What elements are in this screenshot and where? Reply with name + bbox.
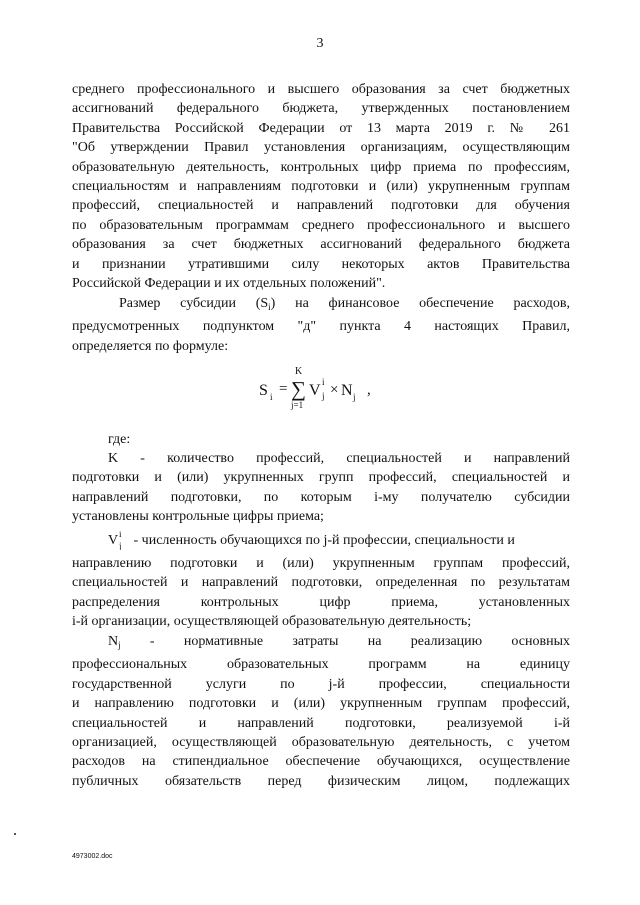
- formula-s: S: [259, 382, 268, 399]
- text-line: направлению подготовки и (или) укрупненным группам профессий,: [72, 556, 570, 571]
- text-line: публичных обязательств перед физическим лицом, подлежащих: [72, 773, 570, 789]
- text-line: V i j - численность обучающихся по j-й профессии, специальности и: [108, 531, 515, 551]
- paragraph-continuation: [72, 80, 570, 293]
- text-line: определяется по формуле:: [72, 338, 229, 354]
- text-line: профессий, специальностей и направлений подготовки для обучения: [72, 198, 570, 214]
- scan-speck: [14, 833, 16, 835]
- text-line: Размер субсидии $(S_i)$ на финансовое обеспечение расходов,: [119, 296, 570, 312]
- text-line: и направлению подготовки и (или) укрупненным группам профессий,: [72, 696, 570, 712]
- formula-sum-sign: ∑: [291, 377, 306, 401]
- definition-v-body: [72, 554, 570, 632]
- formula-sum-upper: K: [295, 366, 303, 377]
- formula-comma: ,: [367, 382, 371, 398]
- text-line: направлений подготовки, по которым i-му получателю субсидии: [72, 489, 570, 505]
- text-line: подготовки и (или) укрупненных групп профессий, специальностей и: [72, 470, 570, 486]
- definition-k: [72, 449, 570, 527]
- text-line: предусмотренных подпунктом "д" пункта 4 настоящих Правил,: [72, 319, 570, 335]
- where-label: где:: [108, 432, 131, 447]
- text-line: распределения контрольных цифр приема, установленных: [72, 594, 570, 610]
- where-label-block: [72, 430, 570, 449]
- formula-v-superscript: i: [322, 377, 325, 387]
- text-line: по образовательным программам среднего профессионального и высшего: [72, 217, 570, 233]
- text-line: Правительства Российской Федерации от 13 марта 2019 г. № 261: [72, 120, 570, 136]
- text-line: установлены контрольные цифры приема;: [72, 509, 324, 525]
- formula-n: N: [341, 382, 353, 399]
- subsidy-size-paragraph: [72, 294, 570, 356]
- document-filename: 4973002.doc: [72, 853, 113, 860]
- text-line: ассигнований федерального бюджета, утвержденных постановлением: [72, 101, 570, 117]
- text-line: организацией, осуществляющей образовательную деятельность, с учетом: [72, 735, 570, 751]
- formula-v-subscript: j: [322, 391, 325, 401]
- page-number: 3: [316, 36, 324, 51]
- text-line: i-й организации, осуществляющей образовательную деятельность;: [72, 614, 472, 630]
- formula-sum-lower: j=1: [291, 400, 304, 410]
- formula-s-subscript: i: [270, 392, 273, 402]
- formula-times: ×: [330, 382, 339, 398]
- text-line: K - количество профессий, специальностей и направлений: [108, 451, 570, 466]
- text-line: $N_j$ - нормативные затраты на реализацию основных: [108, 634, 570, 650]
- text-line: специальностей и направлений подготовки, реализуемой i-й: [72, 715, 570, 731]
- text-line: "Об утверждении Правил установления организациям, осуществляющим: [72, 140, 570, 156]
- text-line: специальностей и направлений подготовки, определенная по результатам: [72, 575, 570, 591]
- formula-n-subscript: j: [353, 392, 356, 402]
- v-symbol: V i j: [108, 531, 122, 551]
- text-line: государственной услуги по j-й профессии, специальности: [72, 676, 570, 692]
- subsidy-formula: [0, 368, 640, 416]
- text-line: профессиональных образовательных программ на единицу: [72, 657, 570, 673]
- definition-n: [72, 632, 570, 791]
- text-line: среднего профессионального и высшего образования за счет бюджетных: [72, 82, 570, 97]
- text-line: образовательную деятельность, контрольных цифр приема по профессиям,: [72, 159, 570, 175]
- formula-v: V: [309, 382, 321, 399]
- text-line: специальностям и направлениям подготовки и (или) укрупненным группам: [72, 179, 570, 195]
- text-line: и признании утратившими силу некоторых актов Правительства: [72, 256, 570, 272]
- text-line: образования за счет бюджетных ассигнований федерального бюджета: [72, 237, 570, 253]
- text-line: расходов на стипендиальное обеспечение обучающихся, осуществление: [72, 754, 570, 770]
- text-line: Российской Федерации и их отдельных положений".: [72, 276, 386, 292]
- definition-v: [72, 531, 570, 550]
- formula-equals: =: [279, 381, 288, 397]
